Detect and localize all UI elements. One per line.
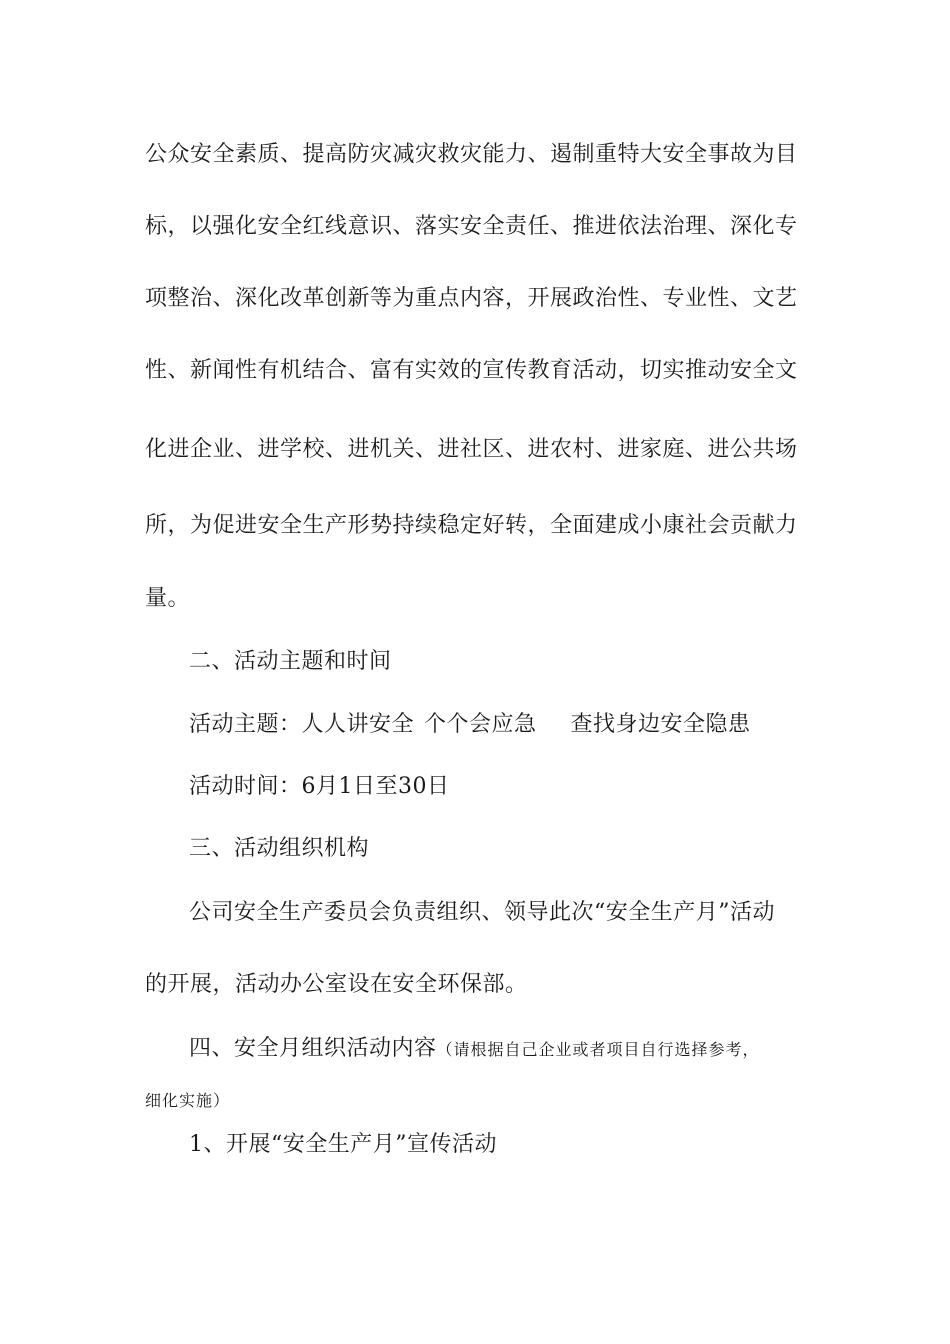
body-text-line: 公司安全生产委员会负责组织、领导此次“安全生产月”活动	[189, 900, 775, 925]
theme-part: 个个会应急	[424, 712, 537, 737]
theme-part: 查找身边安全隐患	[570, 712, 751, 737]
section-note-continued: 细化实施）	[145, 1091, 231, 1110]
section-note: （请根据自己企业或者项目自行选择参考，	[436, 1040, 760, 1059]
section-heading: 二、活动主题和时间	[189, 649, 392, 674]
activity-theme	[189, 710, 859, 740]
list-item: 1、开展“安全生产月”宣传活动	[189, 1132, 497, 1157]
section-heading: 四、安全月组织活动内容	[189, 1036, 437, 1061]
body-text-line: 的开展，活动办公室设在安全环保部。	[145, 972, 528, 997]
body-text-line: 化进企业、进学校、进机关、进社区、进农村、进家庭、进公共场	[145, 437, 798, 462]
body-text-line: 公众安全素质、提高防灾减灾救灾能力、遏制重特大安全事故为目	[145, 142, 798, 167]
theme-part: 人人讲安全	[301, 712, 415, 737]
theme-label: 活动主题：	[189, 712, 302, 737]
section-heading: 三、活动组织机构	[189, 836, 370, 861]
body-text-line: 标，以强化安全红线意识、落实安全责任、推进依法治理、深化专	[145, 214, 798, 239]
body-text-line: 量。	[145, 586, 191, 611]
body-text-line: 所，为促进安全生产形势持续稳定好转，全面建成小康社会贡献力	[145, 513, 798, 538]
body-text-line: 项整治、深化改革创新等为重点内容，开展政治性、专业性、文艺	[145, 286, 798, 311]
section-heading-with-note	[189, 1034, 859, 1065]
body-text-line: 性、新闻性有机结合、富有实效的宣传教育活动，切实推动安全文	[145, 358, 798, 383]
activity-time: 活动时间：6月1日至30日	[189, 774, 450, 799]
